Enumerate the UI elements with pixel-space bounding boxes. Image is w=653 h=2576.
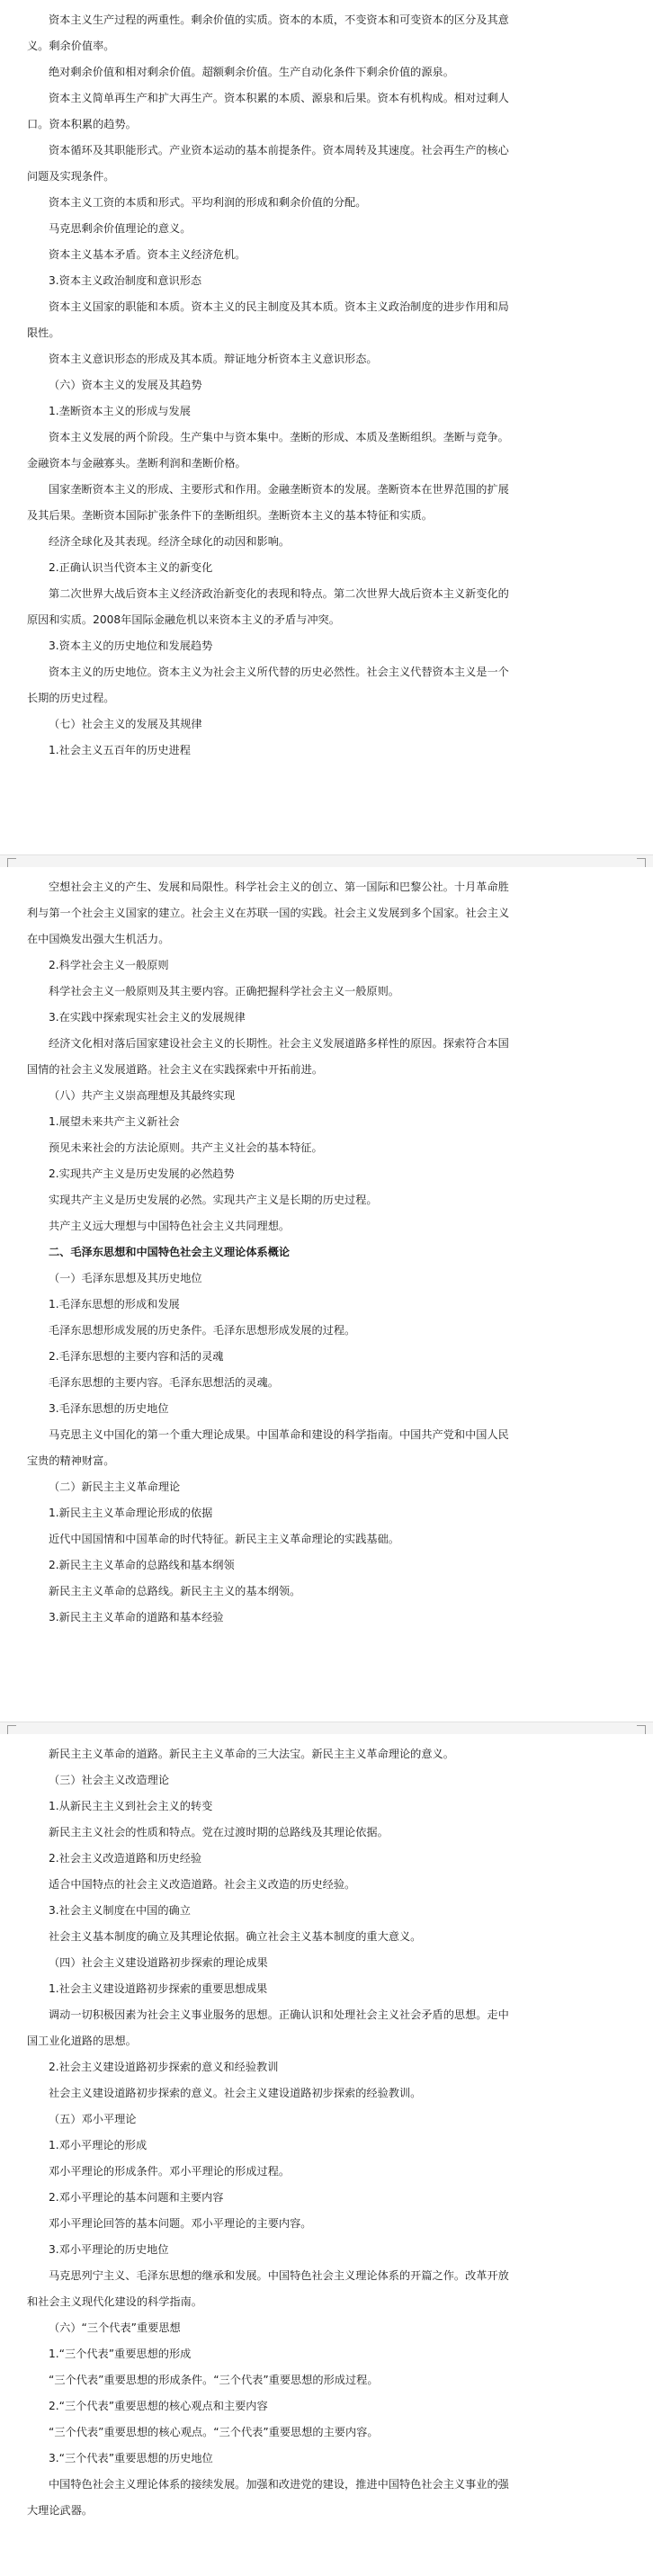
text-line: （八）共产主义崇高理想及其最终实现 [49, 1089, 236, 1102]
text-line: 第二次世界大战后资本主义经济政治新变化的表现和特点。第二次世界大战后资本主义新变化的 [49, 587, 509, 600]
text-line: 资本主义生产过程的两重性。剩余价值的实质。资本的本质，不变资本和可变资本的区分及其意 [49, 13, 509, 26]
text-line: 马克思剩余价值理论的意义。 [49, 222, 192, 235]
text-line: 1.社会主义五百年的历史进程 [49, 744, 191, 756]
text-line: 2.科学社会主义一般原则 [49, 959, 169, 971]
text-line: 1.邓小平理论的形成 [49, 2139, 148, 2151]
text-line: 资本主义国家的职能和本质。资本主义的民主制度及其本质。资本主义政治制度的进步作用和局 [49, 300, 509, 313]
text-line: 科学社会主义一般原则及其主要内容。正确把握科学社会主义一般原则。 [49, 985, 399, 997]
text-line: 1.展望未来共产主义新社会 [49, 1115, 180, 1128]
text-line: 1.垄断资本主义的形成与发展 [49, 405, 191, 417]
text-line: 2.社会主义改造道路和历史经验 [49, 1852, 202, 1865]
text-line: 1.“三个代表”重要思想的形成 [49, 2348, 192, 2360]
text-line: 1.毛泽东思想的形成和发展 [49, 1298, 180, 1310]
page-corner-mark [637, 1725, 646, 1734]
text-line: 口。资本积累的趋势。 [27, 118, 137, 130]
text-line: 资本主义基本矛盾。资本主义经济危机。 [49, 248, 246, 261]
text-line: 义。剩余价值率。 [27, 40, 115, 52]
text-line: 宝贵的精神财富。 [27, 1454, 115, 1467]
page-corner-mark [7, 858, 16, 867]
text-line: 社会主义建设道路初步探索的意义。社会主义建设道路初步探索的经验教训。 [49, 2087, 422, 2099]
text-line: 中国特色社会主义理论体系的接续发展。加强和改进党的建设，推进中国特色社会主义事业的强 [49, 2478, 509, 2491]
page-2-body [0, 867, 653, 1631]
text-line: 利与第一个社会主义国家的建立。社会主义在苏联一国的实践。社会主义发展到多个国家。社会主义 [27, 907, 510, 919]
text-line: “三个代表”重要思想的核心观点。“三个代表”重要思想的主要内容。 [49, 2426, 379, 2438]
text-line: 邓小平理论的形成条件。邓小平理论的形成过程。 [49, 2165, 291, 2178]
text-line: 2.实现共产主义是历史发展的必然趋势 [49, 1167, 235, 1180]
text-line: 2.正确认识当代资本主义的新变化 [49, 561, 213, 574]
text-line: （二）新民主主义革命理论 [49, 1480, 181, 1493]
text-line: 3.邓小平理论的历史地位 [49, 2243, 169, 2256]
text-line: 3.毛泽东思想的历史地位 [49, 1402, 169, 1415]
text-line: 近代中国国情和中国革命的时代特征。新民主主义革命理论的实践基础。 [49, 1533, 399, 1545]
text-line: 预见未来社会的方法论原则。共产主义社会的基本特征。 [49, 1141, 323, 1154]
text-line: 经济全球化及其表现。经济全球化的动因和影响。 [49, 535, 291, 548]
text-line: 毛泽东思想的主要内容。毛泽东思想活的灵魂。 [49, 1376, 279, 1389]
text-line: （五）邓小平理论 [49, 2113, 137, 2125]
text-line: 毛泽东思想形成发展的历史条件。毛泽东思想形成发展的过程。 [49, 1324, 356, 1337]
text-line: 国情的社会主义发展道路。社会主义在实践探索中开拓前进。 [27, 1063, 324, 1076]
text-line: 国家垄断资本主义的形成、主要形式和作用。金融垄断资本的发展。垄断资本在世界范围的扩展 [49, 483, 509, 496]
text-line: 新民主主义革命的总路线。新民主主义的基本纲领。 [49, 1585, 301, 1597]
page-2 [0, 867, 653, 1722]
text-line: 长期的历史过程。 [27, 692, 115, 704]
text-line: 实现共产主义是历史发展的必然。实现共产主义是长期的历史过程。 [49, 1194, 378, 1206]
text-line: 1.从新民主主义到社会主义的转变 [49, 1800, 213, 1812]
page-1-body [0, 0, 653, 764]
text-line: 资本主义意识形态的形成及其本质。辩证地分析资本主义意识形态。 [49, 353, 378, 365]
text-line: 3.社会主义制度在中国的确立 [49, 1904, 191, 1917]
text-line: 金融资本与金融寡头。垄断利润和垄断价格。 [27, 457, 246, 470]
text-line: 资本主义简单再生产和扩大再生产。资本积累的本质、源泉和后果。资本有机构成。相对过剩人 [49, 92, 509, 104]
text-line: 在中国焕发出强大生机活力。 [27, 933, 170, 945]
text-line: 马克思主义中国化的第一个重大理论成果。中国革命和建设的科学指南。中国共产党和中国人民 [49, 1428, 509, 1441]
text-line: 绝对剩余价值和相对剩余价值。超额剩余价值。生产自动化条件下剩余价值的源泉。 [49, 66, 454, 78]
text-line: 资本主义的历史地位。资本主义为社会主义所代替的历史必然性。社会主义代替资本主义是一个 [49, 666, 509, 678]
text-line: “三个代表”重要思想的形成条件。“三个代表”重要思想的形成过程。 [49, 2374, 379, 2386]
text-line: 及其后果。垄断资本国际扩张条件下的垄断组织。垄断资本主义的基本特征和实质。 [27, 509, 433, 522]
text-line: 3.资本主义政治制度和意识形态 [49, 274, 202, 287]
text-line: 3.新民主主义革命的道路和基本经验 [49, 1611, 224, 1623]
text-line: 原因和实质。2008年国际金融危机以来资本主义的矛盾与冲突。 [27, 613, 340, 626]
text-line: 问题及实现条件。 [27, 170, 115, 183]
page-3 [0, 1734, 653, 2576]
text-line: 2.“三个代表”重要思想的核心观点和主要内容 [49, 2400, 268, 2412]
text-line: （一）毛泽东思想及其历史地位 [49, 1272, 202, 1284]
text-line: 2.毛泽东思想的主要内容和活的灵魂 [49, 1350, 224, 1363]
text-line: 资本主义工资的本质和形式。平均利润的形成和剩余价值的分配。 [49, 196, 367, 209]
text-line: 二、毛泽东思想和中国特色社会主义理论体系概论 [49, 1246, 291, 1258]
page-corner-mark [637, 858, 646, 867]
text-line: 共产主义远大理想与中国特色社会主义共同理想。 [49, 1220, 291, 1232]
text-line: 2.新民主主义革命的总路线和基本纲领 [49, 1559, 235, 1571]
text-line: 新民主主义革命的道路。新民主主义革命的三大法宝。新民主主义革命理论的意义。 [49, 1748, 454, 1760]
text-line: 3.资本主义的历史地位和发展趋势 [49, 640, 213, 652]
text-line: 空想社会主义的产生、发展和局限性。科学社会主义的创立、第一国际和巴黎公社。十月革命胜 [49, 881, 509, 893]
text-line: 新民主主义社会的性质和特点。党在过渡时期的总路线及其理论依据。 [49, 1826, 389, 1838]
text-line: 1.社会主义建设道路初步探索的重要思想成果 [49, 1982, 268, 1995]
text-line: 3.“三个代表”重要思想的历史地位 [49, 2452, 213, 2464]
text-line: （六）“三个代表”重要思想 [49, 2321, 181, 2334]
text-line: 资本循环及其职能形式。产业资本运动的基本前提条件。资本周转及其速度。社会再生产的核心 [49, 144, 509, 157]
text-line: 限性。 [27, 326, 60, 339]
text-line: （六）资本主义的发展及其趋势 [49, 379, 202, 391]
text-line: 马克思列宁主义、毛泽东思想的继承和发展。中国特色社会主义理论体系的开篇之作。改革开放 [49, 2269, 509, 2282]
text-line: 资本主义发展的两个阶段。生产集中与资本集中。垄断的形成、本质及垄断组织。垄断与竞争。 [49, 431, 509, 443]
text-line: 国工业化道路的思想。 [27, 2035, 137, 2047]
page-corner-mark [7, 1725, 16, 1734]
text-line: 2.邓小平理论的基本问题和主要内容 [49, 2191, 224, 2204]
page-3-body [0, 1734, 653, 2524]
text-line: （三）社会主义改造理论 [49, 1774, 170, 1786]
text-line: 和社会主义现代化建设的科学指南。 [27, 2295, 202, 2308]
text-line: 调动一切积极因素为社会主义事业服务的思想。正确认识和处理社会主义社会矛盾的思想。走中 [49, 2008, 509, 2021]
text-line: 1.新民主主义革命理论形成的依据 [49, 1507, 213, 1519]
text-line: 适合中国特点的社会主义改造道路。社会主义改造的历史经验。 [49, 1878, 356, 1891]
text-line: 2.社会主义建设道路初步探索的意义和经验教训 [49, 2061, 279, 2073]
page-1 [0, 0, 653, 854]
text-line: （四）社会主义建设道路初步探索的理论成果 [49, 1956, 268, 1969]
text-line: 3.在实践中探索现实社会主义的发展规律 [49, 1011, 246, 1024]
text-line: （七）社会主义的发展及其规律 [49, 718, 202, 730]
text-line: 经济文化相对落后国家建设社会主义的长期性。社会主义发展道路多样性的原因。探索符合本国 [49, 1037, 509, 1050]
text-line: 社会主义基本制度的确立及其理论依据。确立社会主义基本制度的重大意义。 [49, 1930, 422, 1943]
text-line: 大理论武器。 [27, 2504, 94, 2517]
text-line: 邓小平理论回答的基本问题。邓小平理论的主要内容。 [49, 2217, 312, 2230]
